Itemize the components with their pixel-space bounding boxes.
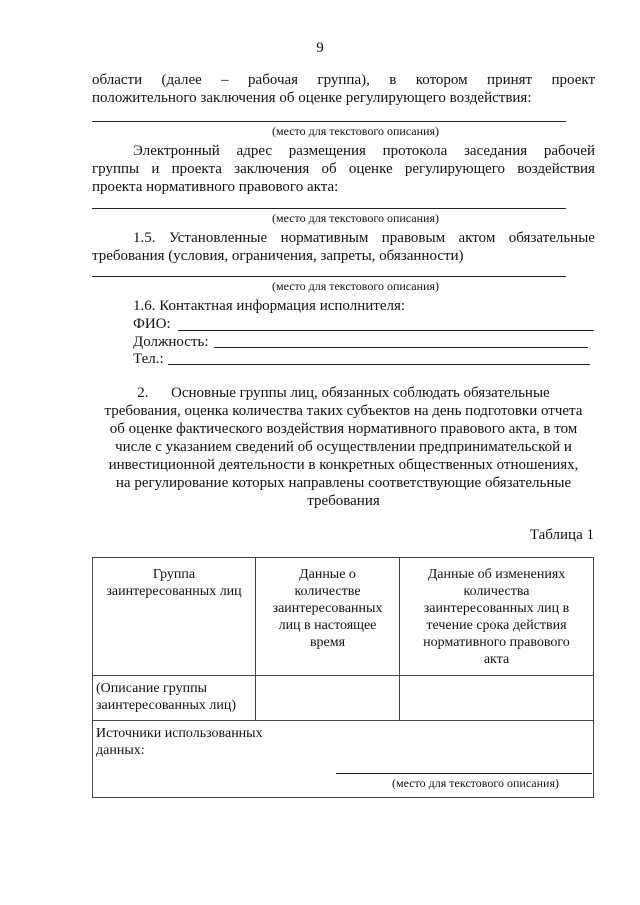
sources-label: данных: [96, 743, 145, 758]
word: – [221, 72, 229, 88]
section-2-line-4: числе с указанием сведений об осуществлении предпринимательской и [115, 439, 572, 455]
section-2-line-2: требования, оценка количества таких субъектов на день подготовки отчета [104, 403, 583, 419]
header-group [93, 558, 256, 676]
placeholder-caption: (место для текстового описания) [272, 211, 439, 225]
sources-label: Источники использованных [96, 726, 263, 741]
word: заседания [464, 143, 528, 159]
word: области [92, 72, 143, 88]
table-row [93, 676, 594, 721]
group-description-cell[interactable] [93, 676, 256, 721]
header-text: время [309, 635, 346, 650]
header-text: заинтересованных лиц в [423, 601, 570, 616]
fio-label: ФИО: [133, 316, 171, 332]
word: в [389, 72, 397, 88]
word: протокола [382, 143, 448, 159]
phone-label: Тел.: [133, 351, 164, 367]
count-changes-cell[interactable] [400, 676, 594, 721]
header-text: акта [483, 652, 510, 667]
word: регулирующего [404, 161, 506, 177]
header-count-changes [400, 558, 594, 676]
word: правовым [381, 230, 446, 246]
word: рабочей [543, 143, 595, 159]
fill-line [336, 773, 592, 774]
header-text: лиц в настоящее [278, 618, 377, 633]
header-text: заинтересованных лиц [106, 584, 242, 599]
page-number: 9 [316, 40, 324, 56]
section-2-line-3: об оценке фактического воздействия нормативного правового акта, в том [109, 421, 578, 437]
header-text: течение срока действия [426, 618, 567, 633]
word: принят [487, 72, 533, 88]
table-header-row [93, 558, 594, 676]
word: адрес [236, 143, 273, 159]
header-text: нормативного правового [423, 635, 570, 650]
placeholder-caption: (место для текстового описания) [272, 124, 439, 138]
fill-line [92, 276, 566, 277]
word: и [151, 161, 160, 177]
section-2-line-7: требования [307, 493, 380, 509]
word: Электронный [133, 143, 220, 159]
word: группа), [317, 72, 370, 88]
word: нормативным [280, 230, 369, 246]
fill-line [92, 208, 566, 209]
fill-line [92, 121, 566, 122]
fio-field-line[interactable] [178, 330, 594, 331]
phone-field-line[interactable] [168, 364, 590, 365]
section-1-5-line-2: требования (условия, ограничения, запреты, обязанности) [92, 248, 464, 264]
header-text: Данные о [299, 567, 356, 582]
section-1-5-line-1 [133, 229, 595, 247]
word: проекта [171, 161, 222, 177]
header-text: Группа [152, 567, 196, 582]
word: Установленные [168, 230, 268, 246]
table-label: Таблица 1 [529, 527, 594, 543]
cell-text: (Описание группы [96, 681, 208, 696]
header-text: количества [463, 584, 530, 599]
email-line-2 [92, 160, 595, 178]
count-now-cell[interactable] [256, 676, 400, 721]
section-2-line-1: 2. Основные группы лиц, обязанных соблюдать обязательные [137, 385, 550, 401]
word: (далее [161, 72, 202, 88]
stakeholders-table [92, 557, 594, 798]
word: котором [415, 72, 468, 88]
cell-text: заинтересованных лиц) [96, 698, 236, 713]
word: воздействия [517, 161, 595, 177]
position-label: Должность: [133, 334, 209, 350]
word: 1.5. [133, 230, 156, 246]
word: об [321, 161, 337, 177]
intro-line-2: положительного заключения об оценке регулирующего воздействия: [92, 90, 532, 106]
email-line-3: проекта нормативного правового акта: [92, 179, 339, 195]
section-2-line-5: инвестиционной деятельности в конкретных общественных отношениях, [108, 457, 579, 473]
email-line-1 [133, 142, 595, 160]
sources-cell[interactable] [93, 721, 594, 798]
header-text: заинтересованных [272, 601, 383, 616]
word: заключения [234, 161, 310, 177]
placeholder-caption: (место для текстового описания) [392, 776, 559, 790]
word: размещения [288, 143, 366, 159]
sources-row [93, 721, 594, 798]
header-count-now [256, 558, 400, 676]
word: оценке [348, 161, 393, 177]
header-text: Данные об изменениях [427, 567, 566, 582]
header-text: количестве [294, 584, 361, 599]
word: группы [92, 161, 140, 177]
word: обязательные [508, 230, 595, 246]
position-field-line[interactable] [214, 347, 588, 348]
intro-line-1 [92, 71, 595, 89]
placeholder-caption: (место для текстового описания) [272, 279, 439, 293]
section-2-line-6: на регулирование которых направлены соответствующие обязательные [115, 475, 572, 491]
word: проект [551, 72, 595, 88]
contact-heading: 1.6. Контактная информация исполнителя: [133, 298, 406, 314]
word: актом [458, 230, 496, 246]
word: рабочая [248, 72, 299, 88]
